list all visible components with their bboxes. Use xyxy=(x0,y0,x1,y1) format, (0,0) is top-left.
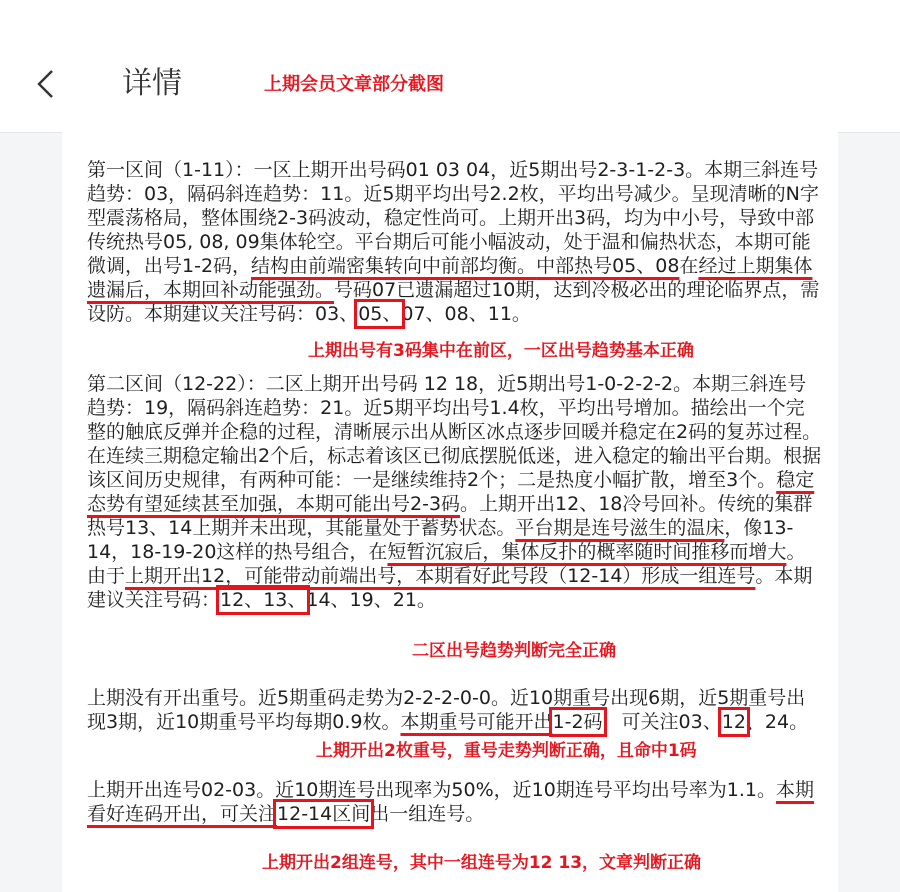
repeat-text-2: ，可关注03、 xyxy=(602,711,722,733)
zone2-annotation: 二区出号趋势判断完全正确 xyxy=(412,641,616,661)
zone2-underline-3: 短暂沉寂后，集体反扑的概率随时间推移而增大 xyxy=(387,541,787,563)
consecutive-text-1: 上期开出连号02-03。近10期连号出现率为50%，近10期连号平均出号率为1.1。 xyxy=(87,779,777,801)
zone2-text-4: 。由于 xyxy=(87,541,806,587)
zone1-paragraph xyxy=(87,158,822,326)
repeat-paragraph xyxy=(87,686,822,734)
top-bar xyxy=(0,0,900,133)
zone1-underline-3: 经过上期集体遗漏后，本期回补动能强劲。 xyxy=(87,255,813,301)
zone2-paragraph xyxy=(87,372,822,612)
zone1-annotation: 上期出号有3码集中在前区，一区出号趋势基本正确 xyxy=(308,341,694,361)
zone1-text-3: 号码07已遗漏超过10期，达到冷极必出的理论临界点，需设防。本期建议关注号码：03、 xyxy=(87,279,820,325)
zone2-text-3: ，像13-14，18-19-20这样的热号组合，在 xyxy=(87,517,794,563)
screenshot-annotation: 上期会员文章部分截图 xyxy=(264,74,444,95)
consecutive-annotation: 上期开出2组连号，其中一组连号为12 13，文章判断正确 xyxy=(262,853,702,873)
zone1-text-4: 07、08、11。 xyxy=(401,303,531,325)
page-title: 详情 xyxy=(122,66,182,101)
zone1-text-1: 第一区间（1-11）：一区上期开出号码01 03 04，近5期出号2-3-1-2-3。本期三斜连号趋势：03，隔码斜连趋势：11。近5期平均出号2.2枚，平均出号减少。呈现清晰的N字型震荡格局，整体围绕2-3码波动，稳定性尚可。上期开出3码，均为中小号，导致中部传统热号05, 08, 09集体轮空。平台期后可能小幅波动，处于温和偏热状态，本期可能微调，出号1-2码， xyxy=(87,159,819,277)
repeat-underline-1: 本期重号可能开出 xyxy=(400,711,553,733)
zone2-underline-1: 稳定态势有望延续甚至加强，本期可能出号2-3码 xyxy=(87,469,815,515)
article-body xyxy=(62,132,838,892)
repeat-text-1: 上期没有开出重号。近5期重码走势为2-2-2-0-0。近10期重号出现6期，近5期重号出现3期，近10期重号平均每期0.9枚。 xyxy=(87,687,806,733)
zone2-boxed-numbers: 12、13、 xyxy=(220,589,307,611)
zone1-boxed-number: 05、 xyxy=(358,303,402,325)
zone2-underline-2: 平台期是连号滋生的温床 xyxy=(515,517,725,539)
repeat-boxed-number: 12 xyxy=(721,711,746,733)
repeat-annotation: 上期开出2枚重号，重号走势判断正确，且命中1码 xyxy=(316,741,697,761)
back-button[interactable] xyxy=(30,64,66,104)
zone1-underline-2: 中部热号05、08 xyxy=(536,255,680,277)
consecutive-text-2: 出一组连号。 xyxy=(370,803,485,825)
zone2-underline-4: 上期开出12，可能带动前端出号，本期看好此号段（12-14）形成一组连号 xyxy=(125,565,756,587)
zone2-text-1: 第二区间（12-22）：二区上期开出号码 12 18，近5期出号1-0-2-2-2。本期三斜连号趋势：19，隔码斜连趋势：21。近5期平均出号1.4枚，平均出号增加。描绘出一个完整的触底反弹并企稳的过程，清晰展示出从断区冰点逐步回暖并稳定在2码的复苏过程。在连续三期稳定输出2个后，标志着该区已彻底摆脱低迷，进入稳定的输出平台期。根据该区间历史规律，有两种可能：一是继续维持2个；二是热度小幅扩散，增至3个。 xyxy=(87,373,822,491)
zone1-text-2: 在 xyxy=(679,255,699,277)
repeat-boxed-count: 1-2码 xyxy=(552,711,603,733)
consecutive-underline-1: 本期看好连码开出，可关注 xyxy=(87,779,815,825)
zone1-underline-1: 结构由前端密集转向中前部均衡。 xyxy=(251,255,537,277)
zone2-text-6: 14、19、21。 xyxy=(306,589,436,611)
zone2-text-2: 。上期开出12、18冷号回补。传统的集群热号13、14上期并未出现，其能量处于蓄势状态。 xyxy=(87,493,813,539)
zone2-text-5: 。本期建议关注号码： xyxy=(87,565,813,611)
consecutive-boxed-range: 12-14区间 xyxy=(277,803,371,825)
repeat-text-3: 、24。 xyxy=(745,711,809,733)
chevron-left-icon xyxy=(30,64,66,104)
consecutive-paragraph xyxy=(87,778,822,826)
